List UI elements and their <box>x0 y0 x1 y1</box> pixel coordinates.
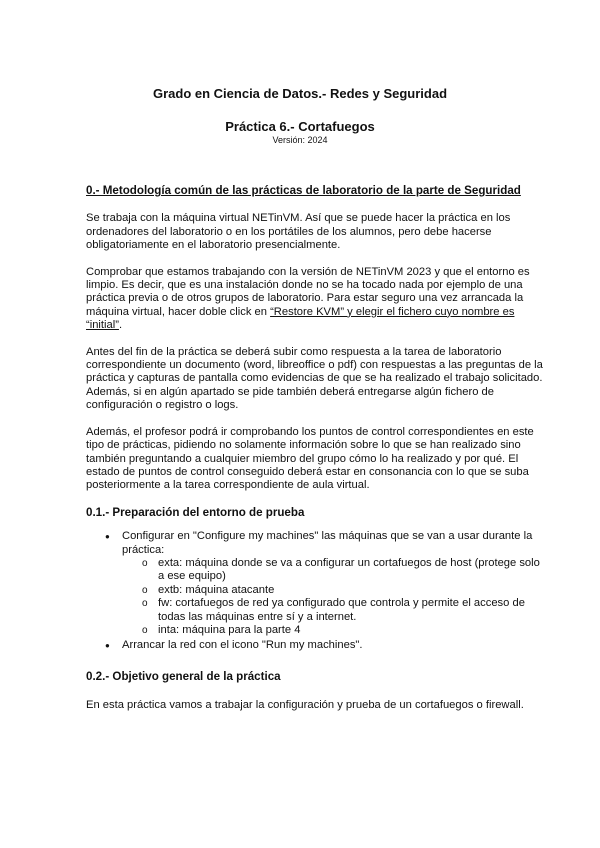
section-0-2-heading: 0.2.- Objetivo general de la práctica <box>86 669 281 683</box>
document-version: Versión: 2024 <box>272 135 328 145</box>
bullet-configure-machines: Configurar en "Configure my machines" las máquinas que se van a usar durante la práctica: <box>122 530 533 556</box>
section-0-heading <box>86 184 546 197</box>
paragraph-version-check-end: . <box>118 319 123 332</box>
paragraph-version-check-text: Comprobar que estamos trabajando con la versión de NETinVM 2023 y que el entorno es limpio. Es decir, que es una instalación donde no se ha tocado nada por ejemplo de una práctica previa o de otros grupos de laboratorio. Para estar seguro una vez arrancada la máquina virtual, hacer doble click en <box>86 265 530 318</box>
document-subtitle: Práctica 6.- Cortafuegos <box>225 119 375 134</box>
paragraph-submission: Antes del fin de la práctica se deberá subir como respuesta a la tarea de laboratorio correspondiente un documento (word, libreoffice o pdf) con respuestas a las preguntas de la práctica y capturas de pantalla como evidencias de que se ha realizado el trabajo solicitado. Además, si en algún apartado se pide también deberá entregarse algún fichero de configuración o registro o logs. <box>86 345 543 412</box>
list-item: o inta: máquina para la parte 4 <box>158 624 546 637</box>
setup-bullet-list <box>86 530 546 653</box>
section-0-heading-text: 0.- Metodología común de las prácticas de laboratorio de la parte de Seguridad <box>86 184 521 197</box>
paragraph-version-check <box>86 266 546 333</box>
paragraph-objective: En esta práctica vamos a trabajar la configuración y prueba de un cortafuegos o firewall. <box>86 699 524 712</box>
machine-sub-list <box>122 557 546 637</box>
list-item <box>122 639 546 652</box>
section-0-1-heading: 0.1.- Preparación del entorno de prueba <box>86 505 305 519</box>
paragraph-checkpoints: Además, el profesor podrá ir comprobando los puntos de control correspondientes en este tipo de prácticas, pidiendo no solamente información sobre lo que se han realizado sino también preguntando a cualquier miembro del grupo cómo lo ha realizado y por qué. El estado de puntos de control conseguido deberá estar en consonancia con lo que se suba posteriormente a la tarea correspondiente de aula virtual. <box>86 425 534 492</box>
document-title: Grado en Ciencia de Datos.- Redes y Seguridad <box>152 86 448 101</box>
list-item: o exta: máquina donde se va a configurar un cortafuegos de host (protege solo a ese equipo) <box>158 557 546 584</box>
paragraph-netinvm: Se trabaja con la máquina virtual NETinVM. Así que se puede hacer la práctica en los ordenadores del laboratorio o en los portátiles de los alumnos, pero debe hacerse obligatoriamente en el laboratorio presencialmente. <box>86 212 511 252</box>
list-item: o fw: cortafuegos de red ya configurado que controla y permite el acceso de todas las máquinas entre sí y a internet. <box>158 597 546 624</box>
document-body <box>86 180 546 713</box>
restore-kvm-link[interactable]: “Restore KVM” y elegir el fichero cuyo nombre es “initial” <box>86 305 515 332</box>
list-item <box>122 530 546 637</box>
bullet-run-machines: Arrancar la red con el icono "Run my machines". <box>122 639 363 652</box>
list-item: o extb: máquina atacante <box>158 584 546 597</box>
